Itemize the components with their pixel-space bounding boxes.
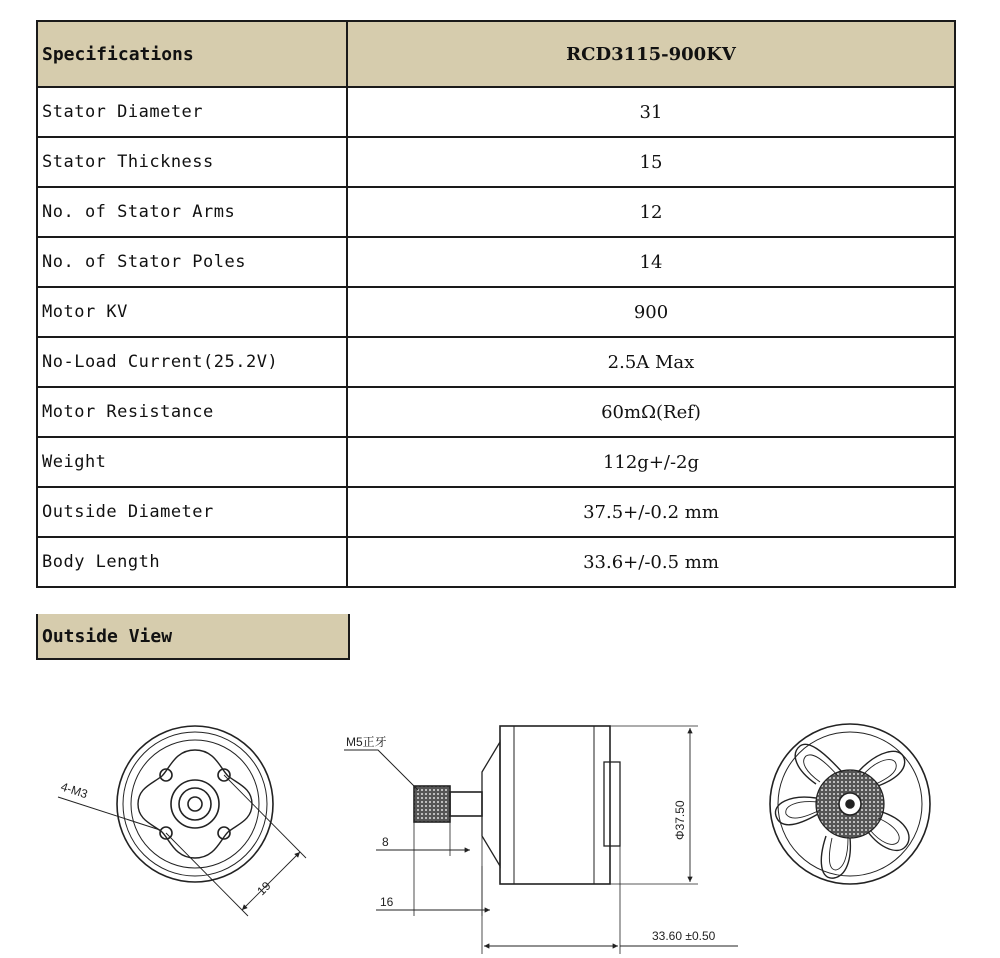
spacing-label: 19 (254, 878, 274, 899)
table-header-row (37, 21, 955, 87)
length-label: 33.60 ±0.50 (652, 929, 716, 943)
table-row (37, 287, 955, 337)
row-value: 900 (347, 287, 955, 337)
header-model: RCD3115-900KV (347, 21, 955, 87)
row-label: Body Length (37, 537, 347, 587)
row-value: 2.5A Max (347, 337, 955, 387)
shaft-short-label: 8 (382, 835, 389, 849)
table-row (37, 137, 955, 187)
table-row (37, 387, 955, 437)
row-label: Motor Resistance (37, 387, 347, 437)
outside-view-heading: Outside View (36, 614, 350, 660)
row-value: 60mΩ(Ref) (347, 387, 955, 437)
table-row (37, 337, 955, 387)
row-label: Stator Diameter (37, 87, 347, 137)
table-row (37, 437, 955, 487)
spec-table (36, 20, 956, 588)
table-row (37, 487, 955, 537)
row-label: No. of Stator Poles (37, 237, 347, 287)
row-label: No-Load Current(25.2V) (37, 337, 347, 387)
diameter-label: Φ37.50 (673, 800, 687, 840)
table-row (37, 537, 955, 587)
row-value: 12 (347, 187, 955, 237)
row-label: Stator Thickness (37, 137, 347, 187)
row-value: 37.5+/-0.2 mm (347, 487, 955, 537)
row-label: Motor KV (37, 287, 347, 337)
row-value: 31 (347, 87, 955, 137)
table-row (37, 237, 955, 287)
row-label: No. of Stator Arms (37, 187, 347, 237)
row-label: Outside Diameter (37, 487, 347, 537)
table-row (37, 87, 955, 137)
row-value: 15 (347, 137, 955, 187)
thread-label: M5正牙 (346, 735, 387, 749)
header-label: Specifications (37, 21, 347, 87)
table-row (37, 187, 955, 237)
shaft-long-label: 16 (380, 895, 394, 909)
rear-view-drawing (770, 724, 930, 884)
row-value: 14 (347, 237, 955, 287)
row-value: 112g+/-2g (347, 437, 955, 487)
holes-label: 4-M3 (59, 779, 90, 802)
row-value: 33.6+/-0.5 mm (347, 537, 955, 587)
outside-view-drawing (0, 680, 1000, 958)
row-label: Weight (37, 437, 347, 487)
